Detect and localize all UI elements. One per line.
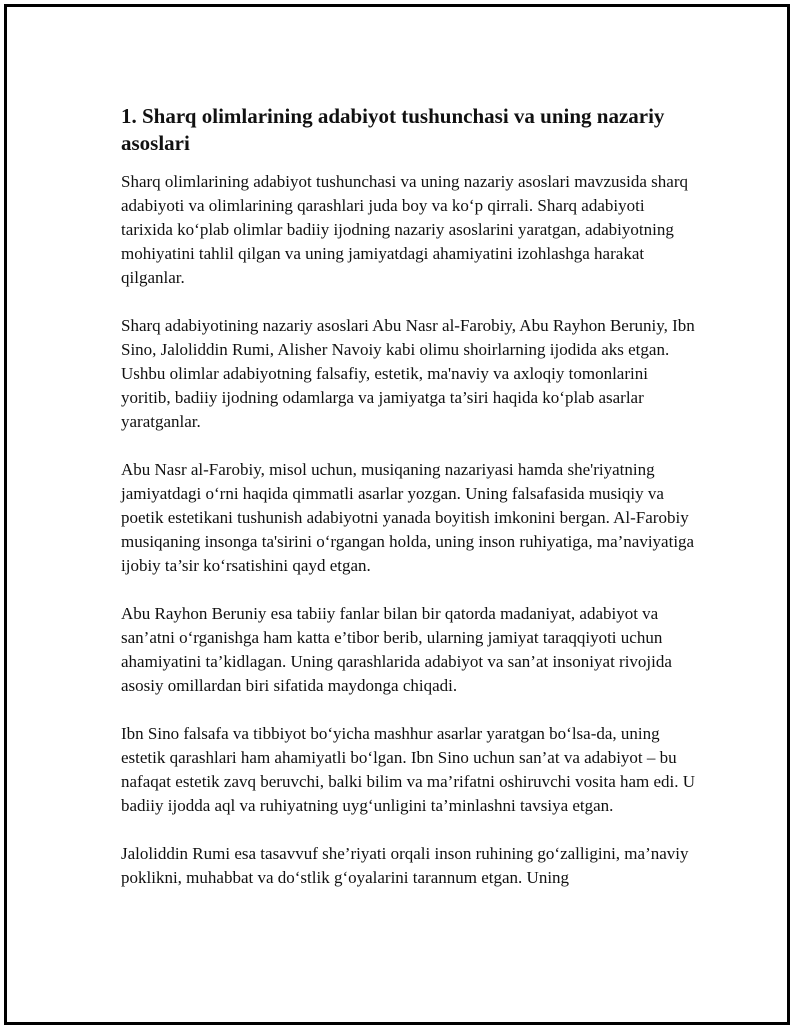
paragraph-intro: Sharq olimlarining adabiyot tushunchasi va uning nazariy asoslari mavzusida sharq adabiyoti va olimlarining qarashlari juda boy va ko‘p qirrali. Sharq adabiyoti tarixida ko‘plab olimlar badiiy ijodning nazariy asoslarini yaratgan, adabiyotning mohiyatini tahlil qilgan va uning jamiyatdagi ahamiyatini izohlashga harakat qilganlar. — [121, 172, 689, 287]
document-page — [4, 4, 790, 1025]
paragraph-farobiy: Abu Nasr al-Farobiy, misol uchun, musiqaning nazariyasi hamda she'riyatning jamiyatdagi o‘rni haqida qimmatli asarlar yozgan. Uning falsafasida musiqiy va poetik estetikani tushunish adabiyotni yanada boyitish imkonini bergan. Al-Farobiy musiqaning insonga ta'sirini o‘rgangan holda, uning inson ruhiyatiga, ma’naviyatiga ijobiy ta’sir ko‘rsatishini qayd etgan. — [121, 460, 695, 575]
paragraph-beruniy: Abu Rayhon Beruniy esa tabiiy fanlar bilan bir qatorda madaniyat, adabiyot va san’atni o‘rganishga ham katta e’tibor berib, ularning jamiyat taraqqiyoti uchun ahamiyatini ta’kidlagan. Uning qarashlarida adabiyot va san’at insoniyat rivojida asosiy omillardan biri sifatida maydonga chiqadi. — [121, 604, 672, 695]
paragraph-ibn-sino: Ibn Sino falsafa va tibbiyot bo‘yicha mashhur asarlar yaratgan bo‘lsa-da, uning estetik qarashlari ham ahamiyatli bo‘lgan. Ibn Sino uchun san’at va adabiyot – bu nafaqat estetik zavq beruvchi, balki bilim va ma’rifatni oshiruvchi vosita ham edi. U badiiy ijodda aql va ruhiyatning uyg‘unligini ta’minlashni tavsiya etgan. — [121, 724, 696, 815]
section-heading: 1. Sharq olimlarining adabiyot tushunchasi va uning nazariy asoslari — [121, 104, 665, 155]
document-content — [121, 103, 696, 914]
paragraph-theory-foundations: Sharq adabiyotining nazariy asoslari Abu Nasr al-Farobiy, Abu Rayhon Beruniy, Ibn Sino, Jaloliddin Rumi, Alisher Navoiy kabi olimu shoirlarning ijodida aks etgan. Ushbu olimlar adabiyotning falsafiy, estetik, ma'naviy va axloqiy tomonlarini yoritib, badiiy ijodning odamlarga va jamiyatga ta’siri haqida ko‘plab asarlar yaratganlar. — [121, 316, 695, 431]
paragraph-rumi: Jaloliddin Rumi esa tasavvuf she’riyati orqali inson ruhining go‘zalligini, ma’naviy poklikni, muhabbat va do‘stlik g‘oyalarini tarannum etgan. Uning — [121, 844, 689, 887]
